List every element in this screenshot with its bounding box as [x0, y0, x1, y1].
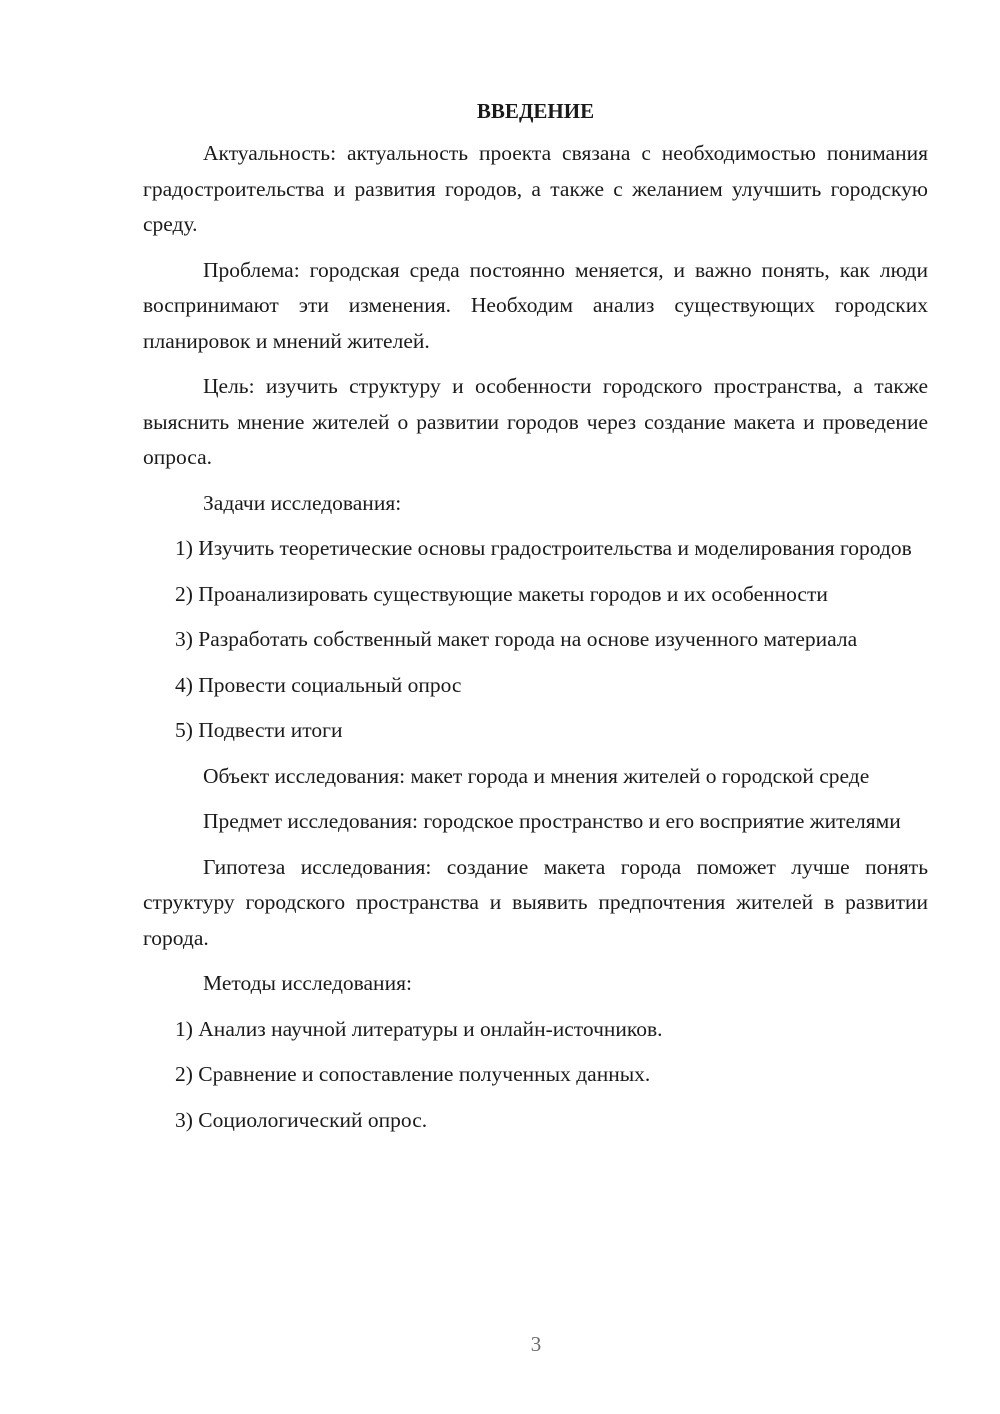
task-item: 4) Провести социальный опрос [175, 672, 462, 697]
paragraph-relevance: Актуальность: актуальность проекта связана с необходимостью понимания градостроительства и развития городов, а также с желанием улучшить городскую среду. [143, 141, 928, 236]
paragraph-object: Объект исследования: макет города и мнения жителей о городской среде [203, 763, 870, 788]
paragraph-subject: Предмет исследования: городское пространство и его восприятие жителями [203, 809, 901, 833]
task-item: 3) Разработать собственный макет города на основе изученного материала [175, 627, 858, 651]
task-item: 2) Проанализировать существующие макеты городов и их особенности [175, 581, 828, 606]
paragraph-goal: Цель: изучить структуру и особенности городского пространства, а также выяснить мнение жителей о развитии городов через создание макета и проведение опроса. [143, 374, 928, 469]
task-item: 5) Подвести итоги [175, 718, 343, 742]
method-item: 1) Анализ научной литературы и онлайн-источников. [175, 1016, 663, 1041]
page-content [143, 96, 928, 1148]
section-title: ВВЕДЕНИЕ [476, 99, 595, 123]
page-number: 3 [530, 1332, 542, 1356]
method-item: 3) Социологический опрос. [175, 1107, 428, 1132]
methods-heading: Методы исследования: [203, 971, 412, 995]
task-item: 1) Изучить теоретические основы градостроительства и моделирования городов [175, 536, 912, 560]
method-item: 2) Сравнение и сопоставление полученных данных. [175, 1062, 651, 1086]
paragraph-problem: Проблема: городская среда постоянно меняется, и важно понять, как люди воспринимают эти изменения. Необходим анализ существующих городских планировок и мнений жителей. [143, 257, 928, 353]
tasks-heading: Задачи исследования: [203, 490, 402, 515]
paragraph-hypothesis: Гипотеза исследования: создание макета города поможет лучше понять структуру городского пространства и выявить предпочтения жителей в развитии города. [143, 854, 928, 950]
